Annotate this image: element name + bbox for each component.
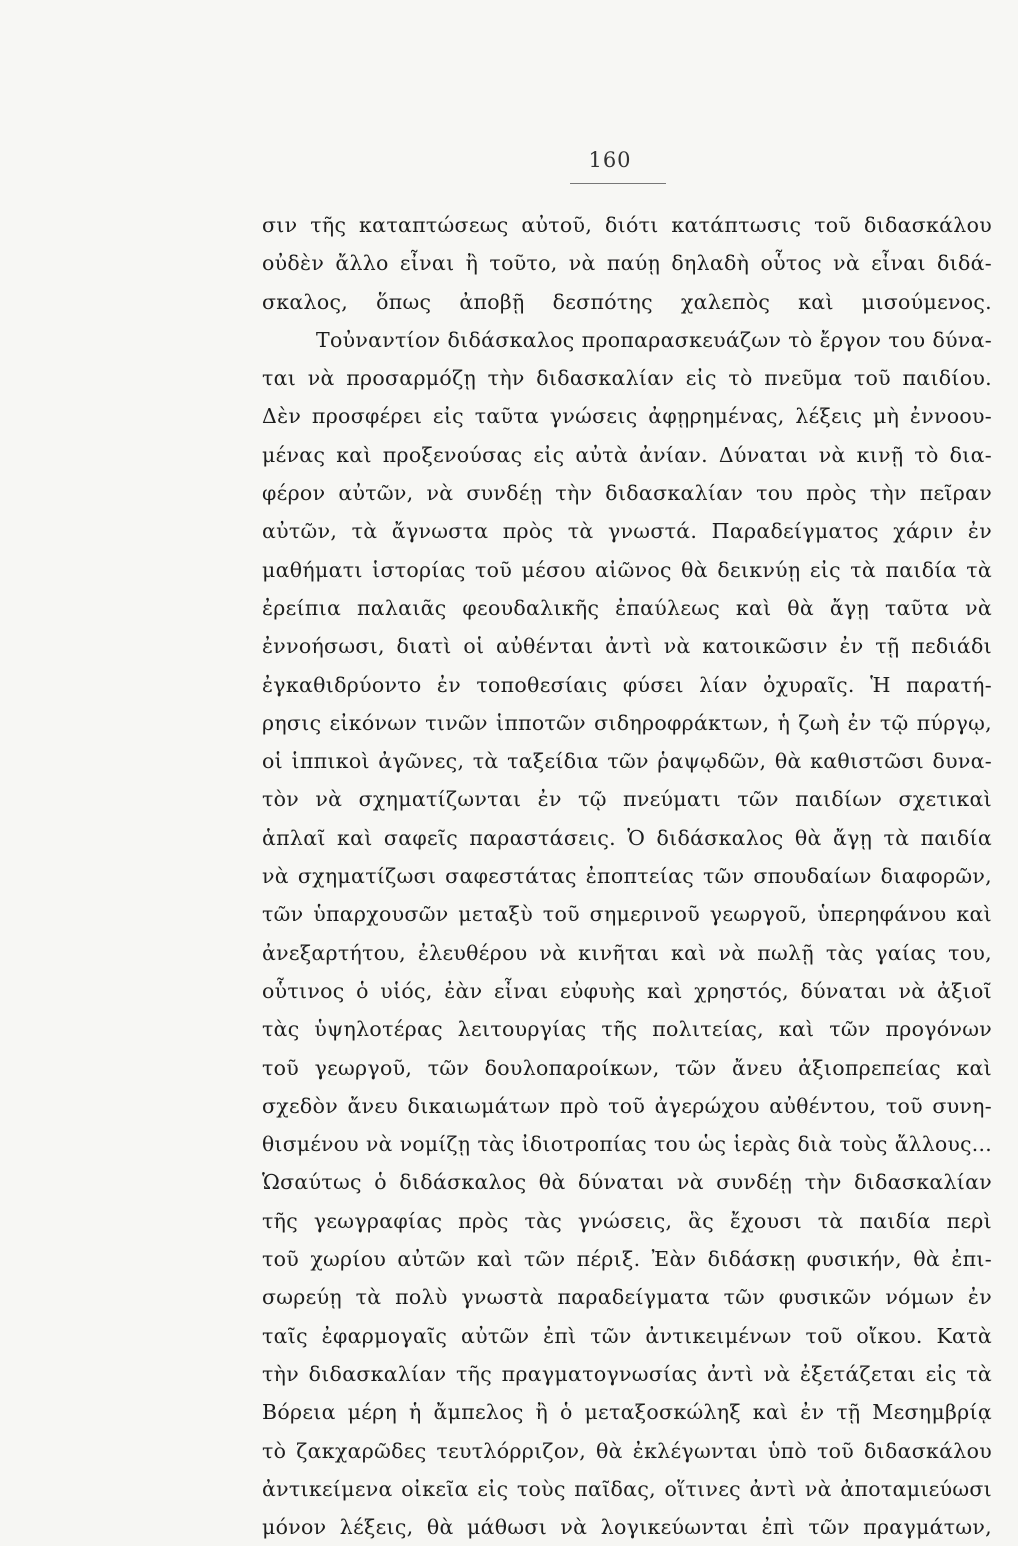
page-number: 160 — [588, 148, 632, 172]
text-line: φέρον αὐτῶν, νὰ συνδέῃ τὴν διδασκαλίαν του πρὸς τὴν πεῖραν — [262, 481, 992, 506]
text-line: οὗτινος ὁ υἱός, ἐὰν εἶναι εὐφυὴς καὶ χρηστός, δύναται νὰ ἀξιοῖ — [262, 978, 992, 1003]
text-line: ἀνεξαρτήτου, ἐλευθέρου νὰ κινῆται καὶ νὰ πωλῇ τὰς γαίας του, — [262, 940, 992, 965]
text-line: Ὡσαύτως ὁ διδάσκαλος θὰ δύναται νὰ συνδέῃ τὴν διδασκαλίαν — [262, 1170, 992, 1195]
text-line: νὰ σχηματίζωσι σαφεστάτας ἐποπτείας τῶν σπουδαίων διαφορῶν, — [262, 864, 992, 889]
text-line: ἀντικείμενα οἰκεῖα εἰς τοὺς παῖδας, οἵτινες ἀντὶ νὰ ἀποταμιεύωσι — [262, 1476, 992, 1501]
text-line: τὸν νὰ σχηματίζωνται ἐν τῷ πνεύματι τῶν παιδίων σχετικαὶ — [262, 787, 992, 812]
text-line: ἐγκαθιδρύοντο ἐν τοποθεσίαις φύσει λίαν ὀχυραῖς. Ἡ παρατή- — [262, 672, 992, 697]
text-line: τὰς ὑψηλοτέρας λειτουργίας τῆς πολιτείας, καὶ τῶν προγόνων — [262, 1017, 992, 1042]
header-rule — [570, 183, 666, 184]
text-line: μένας καὶ προξενούσας εἰς αὐτὰ ἀνίαν. Δύναται νὰ κινῇ τὸ δια- — [262, 442, 992, 467]
text-line: οὐδὲν ἄλλο εἶναι ἢ τοῦτο, νὰ παύῃ δηλαδὴ οὗτος νὰ εἶναι διδά- — [262, 251, 992, 276]
text-line: οἱ ἱππικοὶ ἀγῶνες, τὰ ταξείδια τῶν ῥαψῳδῶν, θὰ καθιστῶσι δυνα- — [262, 749, 992, 774]
text-line: μαθήματι ἱστορίας τοῦ μέσου αἰῶνος θὰ δεικνύῃ εἰς τὰ παιδία τὰ — [262, 557, 992, 582]
text-line: μόνον λέξεις, θὰ μάθωσι νὰ λογικεύωνται ἐπὶ τῶν πραγμάτων, — [262, 1515, 992, 1540]
text-line: ἁπλαῖ καὶ σαφεῖς παραστάσεις. Ὁ διδάσκαλος θὰ ἄγῃ τὰ παιδία — [262, 825, 992, 850]
text-line: τοῦ γεωργοῦ, τῶν δουλοπαροίκων, τῶν ἄνευ ἀξιοπρεπείας καὶ — [262, 1055, 992, 1080]
text-line: σιν τῆς καταπτώσεως αὐτοῦ, διότι κατάπτωσις τοῦ διδασκάλου — [262, 213, 992, 237]
text-line: σχεδὸν ἄνευ δικαιωμάτων πρὸ τοῦ ἀγερώχου αὐθέντου, τοῦ συνη- — [262, 1093, 992, 1118]
text-line: ταῖς ἐφαρμογαῖς αὐτῶν ἐπὶ τῶν ἀντικειμένων τοῦ οἴκου. Κατὰ — [262, 1323, 992, 1348]
text-line: τὸ ζακχαρῶδες τευτλόρριζον, θὰ ἐκλέγωνται ὑπὸ τοῦ διδασκάλου — [262, 1438, 992, 1463]
text-line: Δὲν προσφέρει εἰς ταῦτα γνώσεις ἀφῃρημένας, λέξεις μὴ ἐννοου- — [262, 404, 992, 429]
text-line: τῆς γεωγραφίας πρὸς τὰς γνώσεις, ἃς ἔχουσι τὰ παιδία περὶ — [262, 1208, 992, 1233]
text-line: αὐτῶν, τὰ ἄγνωστα πρὸς τὰ γνωστά. Παραδείγματος χάριν ἐν — [262, 519, 992, 544]
text-line: σκαλος, ὅπως ἀποβῇ δεσπότης χαλεπὸς καὶ μισούμενος. — [262, 289, 992, 314]
body-text — [262, 206, 992, 1546]
text-line: ται νὰ προσαρμόζῃ τὴν διδασκαλίαν εἰς τὸ πνεῦμα τοῦ παιδίου. — [262, 366, 992, 391]
text-line: τῶν ὑπαρχουσῶν μεταξὺ τοῦ σημερινοῦ γεωργοῦ, ὑπερηφάνου καὶ — [262, 902, 992, 927]
text-line: ἐννοήσωσι, διατὶ οἱ αὐθένται ἀντὶ νὰ κατοικῶσιν ἐν τῇ πεδιάδι — [262, 634, 992, 659]
text-line: ρησις εἰκόνων τινῶν ἱπποτῶν σιδηροφράκτων, ἡ ζωὴ ἐν τῷ πύργῳ, — [262, 710, 992, 735]
text-line: θισμένου νὰ νομίζῃ τὰς ἰδιοτροπίας του ὡς ἱερὰς διὰ τοὺς ἄλλους... — [262, 1132, 992, 1157]
text-line: ἐρείπια παλαιᾶς φεουδαλικῆς ἐπαύλεως καὶ θὰ ἄγῃ ταῦτα νὰ — [262, 595, 992, 620]
text-line: Βόρεια μέρη ἡ ἄμπελος ἢ ὁ μεταξοσκώληξ καὶ ἐν τῇ Μεσημβρίᾳ — [262, 1400, 992, 1425]
text-line: τοῦ χωρίου αὐτῶν καὶ τῶν πέριξ. Ἐὰν διδάσκῃ φυσικήν, θὰ ἐπι- — [262, 1247, 992, 1272]
text-line: Τοὐναντίον διδάσκαλος προπαρασκευάζων τὸ ἔργον του δύνα- — [316, 327, 992, 352]
text-line: σωρεύῃ τὰ πολὺ γνωστὰ παραδείγματα τῶν φυσικῶν νόμων ἐν — [262, 1285, 992, 1310]
text-line: τὴν διδασκαλίαν τῆς πραγματογνωσίας ἀντὶ νὰ ἐξετάζεται εἰς τὰ — [262, 1361, 992, 1386]
